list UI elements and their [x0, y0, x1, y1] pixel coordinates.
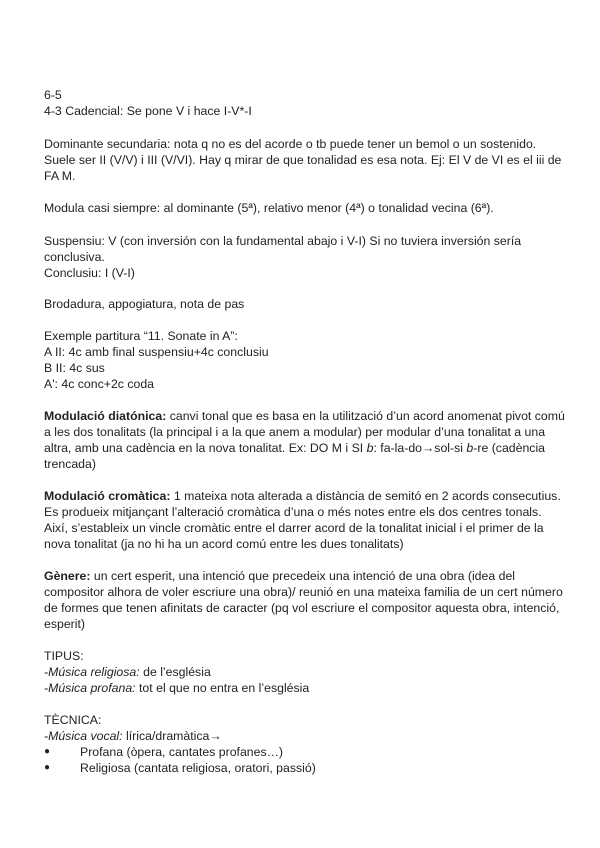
- term: Modulació cromàtica:: [44, 489, 171, 503]
- text-line: Suspensiu: V (con inversión con la fundamental abajo i V-I) Si no tuviera inversión sería: [44, 234, 522, 248]
- text-line: Dominante secundaria: nota q no es del acorde o tb puede tener un bemol o un sostenido.: [44, 137, 537, 151]
- text-line: esperit): [44, 617, 86, 631]
- text-line: Es produeix mitjançant l’alteració cromàtica d’una o més notes entre els dos centres tonals.: [44, 505, 542, 519]
- term: -Música profana:: [44, 681, 136, 695]
- text-line: a les dos tonalitats (la principal i a la que anem a modular) per modular d’una tonalitat a una: [44, 425, 546, 439]
- text-line: [44, 680, 309, 696]
- paragraph-diatonica: [44, 408, 565, 424]
- text-span: -re (cadència: [473, 441, 546, 455]
- flat-symbol: b: [466, 441, 474, 455]
- text-line: 4-3 Cadencial: Se pone V i hace I-V*-I: [44, 104, 252, 118]
- section-heading: TIPUS:: [44, 649, 84, 663]
- list-item: Religiosa (cantata religiosa, oratori, passió): [80, 761, 316, 775]
- term: -Música vocal:: [44, 729, 123, 743]
- text-line: Suele ser II (V/V) i III (V/VI). Hay q mirar de que tonalidad es esa nota. Ej: El V de VI es el iii de: [44, 153, 562, 167]
- text-line: trencada): [44, 457, 96, 471]
- text-line: B II: 4c sus: [44, 361, 105, 375]
- text-span: canvi tonal que es basa en la utilització d’un acord anomenat pivot comú: [166, 409, 565, 423]
- text-span: 1 mateixa nota alterada a distància de semitó en 2 acords consecutius.: [170, 489, 561, 503]
- text-line: nova tonalitat (ja no hi ha un acord comú entre les dues tonalitats): [44, 537, 404, 551]
- term: Gènere:: [44, 569, 91, 583]
- text-line: de formes que tenen afinitats de caracter (pq vol escriure el compositor aquesta obra, intenció,: [44, 601, 560, 615]
- text-line: Conclusiu: I (V-I): [44, 266, 135, 280]
- text-line: compositor alhora de voler escriure una obra)/ reunió en una mateixa familia de un cert número: [44, 585, 563, 599]
- text-span: de l’església: [139, 665, 211, 679]
- term: -Música religiosa:: [44, 665, 140, 679]
- text-line: Així, s’estableix un vincle cromàtic entre el darrer acord de la tonalitat inicial i el primer de la: [44, 521, 544, 535]
- text-span: tot el que no entra en l’església: [135, 681, 310, 695]
- text-span: lírica/dramàtica→: [122, 729, 222, 743]
- list-item: Profana (òpera, cantates profanes…): [80, 745, 284, 759]
- text-line: FA M.: [44, 169, 76, 183]
- paragraph-cromatica: [44, 488, 561, 504]
- text-line: Exemple partitura “11. Sonate in A”:: [44, 329, 238, 343]
- bullet-icon: ●: [44, 746, 51, 757]
- text-span: un cert esperit, una intenció que precedeix una intenció de una obra (idea del: [90, 569, 516, 583]
- text-line: A II: 4c amb final suspensiu+4c conclusiu: [44, 345, 269, 359]
- bullet-icon: ●: [44, 762, 51, 773]
- term: Modulació diatónica:: [44, 409, 167, 423]
- text-line: [44, 440, 545, 456]
- text-line: Modula casi siempre: al dominante (5ª), relativo menor (4ª) o tonalidad vecina (6ª).: [44, 201, 494, 215]
- text-line: [44, 728, 222, 744]
- text-line: [44, 664, 211, 680]
- text-line: conclusiva.: [44, 250, 105, 264]
- paragraph-genere: [44, 568, 515, 584]
- text-span: altra, amb una cadència en la nova tonalitat. Ex: DO M i SI: [44, 441, 367, 455]
- section-heading: TÈCNICA:: [44, 713, 102, 727]
- text-line: 6-5: [44, 88, 62, 102]
- flat-symbol: b: [366, 441, 374, 455]
- text-span: : fa-la-do→sol-si: [373, 441, 467, 455]
- text-line: Brodadura, appogiatura, nota de pas: [44, 297, 245, 311]
- text-line: A': 4c conc+2c coda: [44, 377, 155, 391]
